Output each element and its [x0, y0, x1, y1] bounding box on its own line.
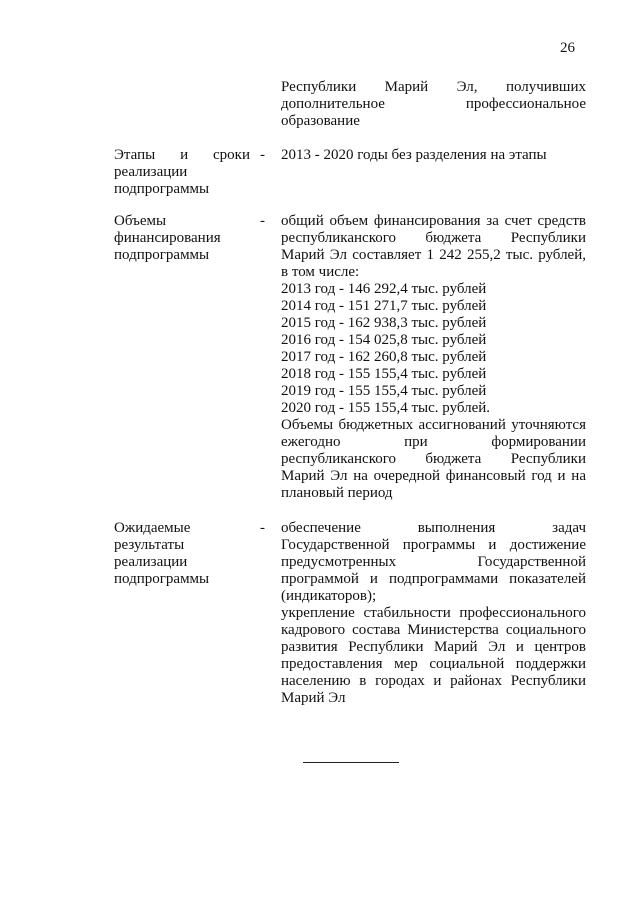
label-line: результаты	[114, 537, 185, 553]
label-line: реализации	[114, 164, 188, 180]
text-line: (индикаторов);	[281, 588, 377, 604]
funding-year-line: 2016 год - 154 025,8 тыс. рублей	[281, 332, 487, 348]
text-line: укрепление стабильности профессионального	[281, 605, 586, 621]
page-number: 26	[560, 40, 575, 56]
funding-label	[114, 213, 250, 264]
text-line: Государственной программы и достижение	[281, 537, 586, 553]
text-line: республиканского бюджета Республики	[281, 230, 586, 246]
text-line: ежегодно при формировании	[281, 434, 586, 450]
text-line: обеспечение выполнения задач	[281, 520, 586, 536]
text-line: программой и подпрограммами показателей	[281, 571, 586, 587]
results-label	[114, 520, 250, 588]
text-line: кадрового состава Министерства социального	[281, 622, 586, 638]
text-line: развития Республики Марий Эл и центров	[281, 639, 586, 655]
label-line: Объемы	[114, 213, 167, 229]
label-word: и	[180, 147, 189, 163]
label-line: подпрограммы	[114, 247, 210, 263]
label-word: Этапы	[114, 147, 156, 163]
funding-year-line: 2019 год - 155 155,4 тыс. рублей	[281, 383, 487, 399]
row-dash: -	[260, 147, 265, 163]
label-line: подпрограммы	[114, 571, 210, 587]
text-line: Марий Эл на очередной финансовый год и на	[281, 468, 586, 484]
label-line	[114, 147, 250, 164]
text-line: республиканского бюджета Республики	[281, 451, 586, 467]
text-line: в том числе:	[281, 264, 360, 280]
label-line: Ожидаемые	[114, 520, 191, 536]
continuation-text	[281, 79, 586, 130]
text-line: Республики Марий Эл, получивших	[281, 79, 586, 95]
funding-year-line: 2020 год - 155 155,4 тыс. рублей.	[281, 400, 491, 416]
text-line: предоставления мер социальной поддержки	[281, 656, 586, 672]
label-line: реализации	[114, 554, 188, 570]
label-word: сроки	[213, 147, 250, 163]
text-line: предусмотренных Государственной	[281, 554, 586, 570]
row-dash: -	[260, 520, 265, 536]
text-line: образование	[281, 113, 360, 129]
label-line: финансирования	[114, 230, 221, 246]
text-line: общий объем финансирования за счет средств	[281, 213, 586, 229]
funding-year-line: 2013 год - 146 292,4 тыс. рублей	[281, 281, 487, 297]
text-line: Объемы бюджетных ассигнований уточняются	[281, 417, 586, 433]
label-line: подпрограммы	[114, 181, 210, 197]
funding-text	[281, 213, 586, 502]
text-line: населению в городах и районах Республики	[281, 673, 586, 689]
row-dash: -	[260, 213, 265, 229]
text-line: 2013 - 2020 годы без разделения на этапы	[281, 147, 547, 163]
stages-label	[114, 147, 250, 198]
text-line: Марий Эл	[281, 690, 346, 706]
text-line: дополнительное профессиональное	[281, 96, 586, 112]
funding-year-line: 2017 год - 162 260,8 тыс. рублей	[281, 349, 487, 365]
stages-text	[281, 147, 586, 164]
text-line: Марий Эл составляет 1 242 255,2 тыс. рублей,	[281, 247, 586, 263]
footnote-separator	[303, 762, 399, 763]
funding-year-line: 2015 год - 162 938,3 тыс. рублей	[281, 315, 487, 331]
text-line: плановый период	[281, 485, 393, 501]
results-text	[281, 520, 586, 707]
funding-year-line: 2018 год - 155 155,4 тыс. рублей	[281, 366, 487, 382]
funding-year-line: 2014 год - 151 271,7 тыс. рублей	[281, 298, 487, 314]
